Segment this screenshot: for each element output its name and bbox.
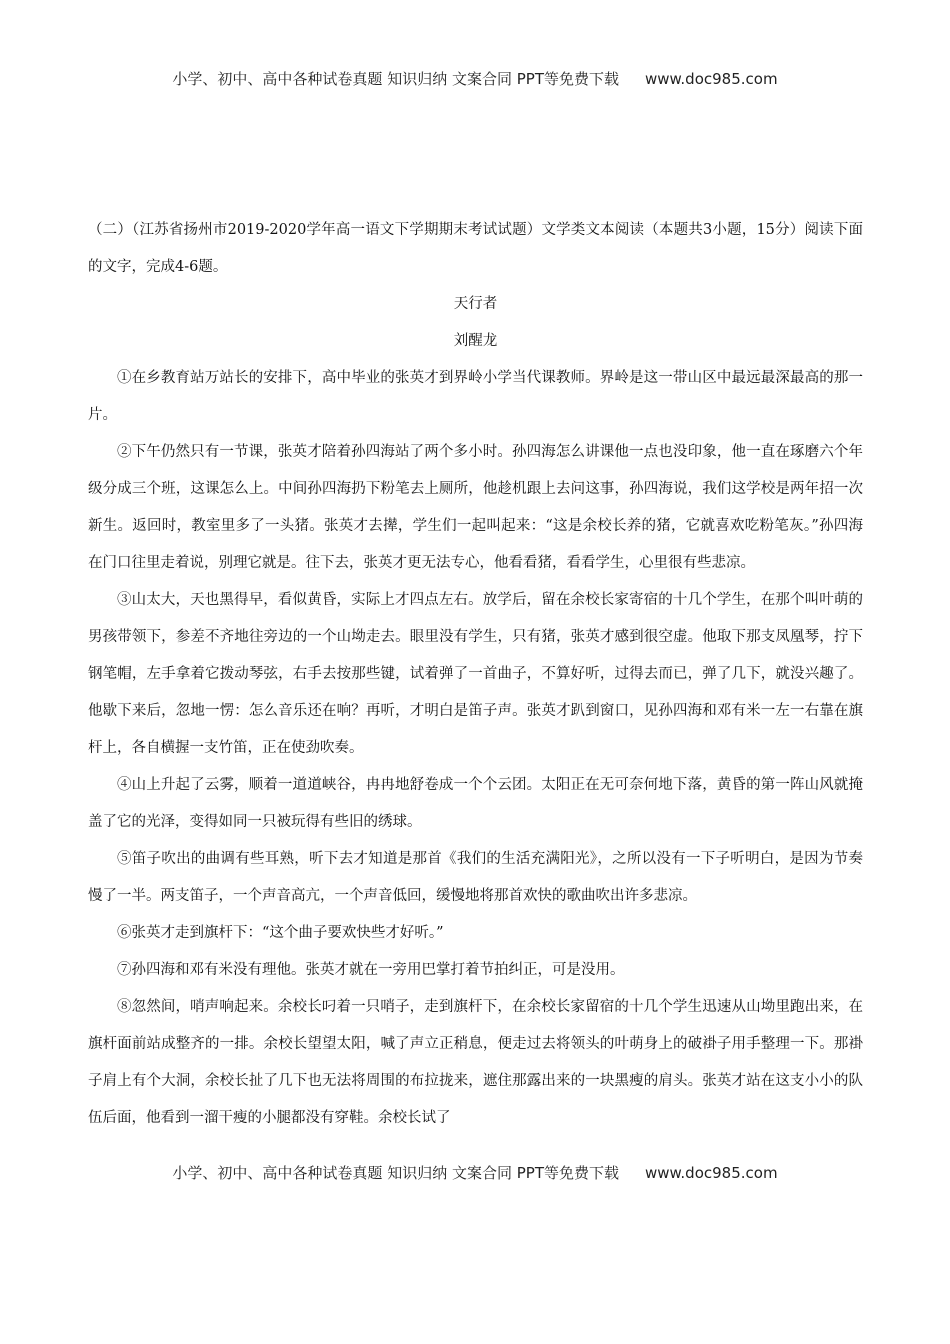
paragraph-8: ⑧忽然间，哨声响起来。余校长叼着一只哨子，走到旗杆下，在余校长家留宿的十几个学生迅速从山坳里跑出来，在旗杆面前站成整齐的一排。余校长望望太阳，喊了声立正稍息，便走过去将领头的叶萌身上的破褂子用手整理一下。那褂子肩上有个大洞，余校长扯了几下也无法将周围的布拉拢来，遮住那露出来的一块黑瘦的肩头。张英才站在这支小小的队伍后面，他看到一溜干瘦的小腿都没有穿鞋。余校长试了 [88,999,863,1126]
paragraph-2: ②下午仍然只有一节课，张英才陪着孙四海站了两个多小时。孙四海怎么讲课他一点也没印象，他一直在琢磨六个年级分成三个班，这课怎么上。中间孙四海扔下粉笔去上厕所，他趁机跟上去问这事，孙四海说，我们这学校是两年招一次新生。返回时，教室里多了一头猪。张英才去撵，学生们一起叫起来：“这是余校长养的猪，它就喜欢吃粉笔灰。”孙四海在门口往里走着说，别理它就是。往下去，张英才更无法专心，他看看猪，看看学生，心里很有些悲凉。 [88,444,863,571]
document-body [88,212,863,1137]
paragraph-1: ①在乡教育站万站长的安排下，高中毕业的张英才到界岭小学当代课教师。界岭是这一带山区中最远最深最高的那一片。 [88,370,863,423]
header-banner-text: 小学、初中、高中各种试卷真题 知识归纳 文案合同 PPT等免费下载 [172,70,619,88]
article-title: 天行者 [453,296,498,312]
paragraph-7: ⑦孙四海和邓有米没有理他。张英才就在一旁用巴掌打着节拍纠正，可是没用。 [117,962,625,978]
footer-banner-text: 小学、初中、高中各种试卷真题 知识归纳 文案合同 PPT等免费下载 [172,1164,619,1182]
header-banner-url[interactable]: www.doc985.com [644,70,778,88]
question-intro: （二）（江苏省扬州市2019-2020学年高一语文下学期期末考试试题）文学类文本阅读（本题共3小题，15分）阅读下面的文字，完成4-6题。 [88,222,863,275]
paragraph-6: ⑥张英才走到旗杆下：“这个曲子要欢快些才好听。” [117,925,444,941]
footer-banner-url[interactable]: www.doc985.com [644,1164,778,1182]
paragraph-5: ⑤笛子吹出的曲调有些耳熟，听下去才知道是那首《我们的生活充满阳光》，之所以没有一下子听明白，是因为节奏慢了一半。两支笛子，一个声音高亢，一个声音低回，缓慢地将那首欢快的歌曲吹出许多悲凉。 [88,851,863,904]
footer-banner [0,1162,950,1183]
header-banner [0,68,950,89]
article-author: 刘醒龙 [453,333,498,349]
paragraph-4: ④山上升起了云雾，顺着一道道峡谷，冉冉地舒卷成一个个云团。太阳正在无可奈何地下落，黄昏的第一阵山风就掩盖了它的光泽，变得如同一只被玩得有些旧的绣球。 [88,777,863,830]
paragraph-3: ③山太大，天也黑得早，看似黄昏，实际上才四点左右。放学后，留在余校长家寄宿的十几个学生，在那个叫叶萌的男孩带领下，参差不齐地往旁边的一个山坳走去。眼里没有学生，只有猪，张英才感到很空虚。他取下那支凤凰琴，拧下钢笔帽，左手拿着它拨动琴弦，右手去按那些键，试着弹了一首曲子，不算好听，过得去而已，弹了几下，就没兴趣了。他歇下来后，忽地一愣：怎么音乐还在响？再听，才明白是笛子声。张英才趴到窗口，见孙四海和邓有米一左一右靠在旗杆上，各自横握一支竹笛，正在使劲吹奏。 [88,592,863,756]
